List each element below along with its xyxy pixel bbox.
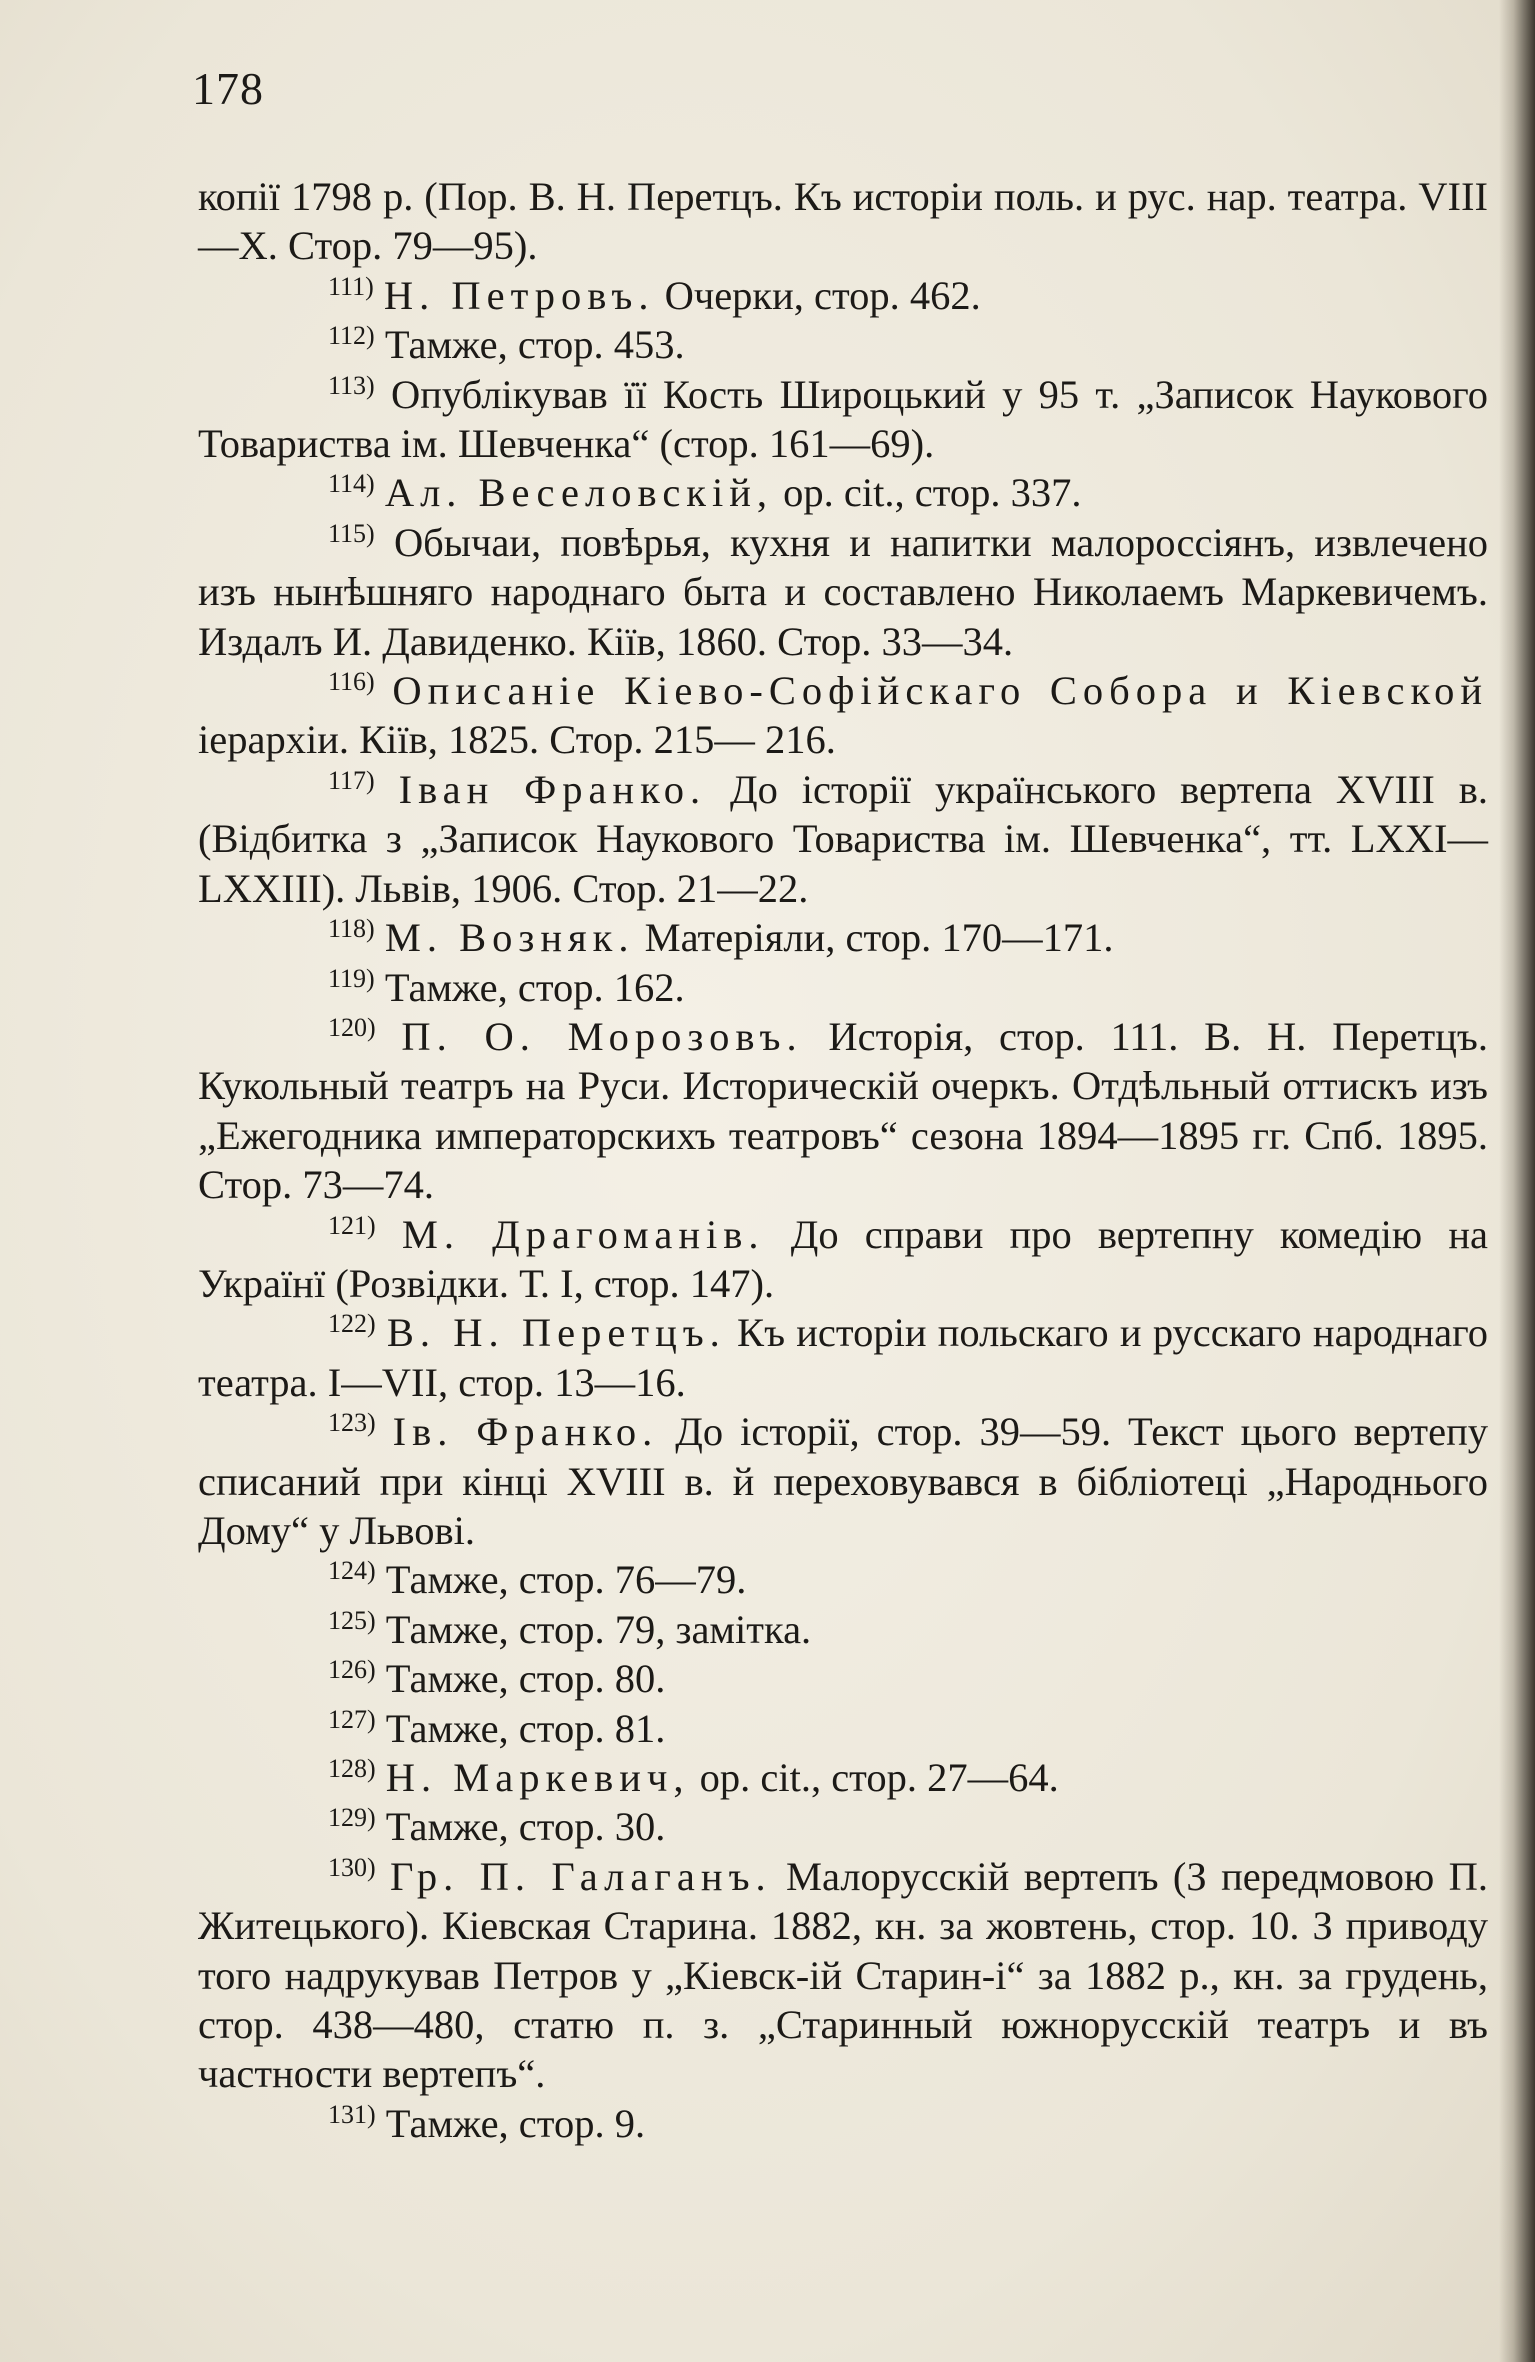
footnote-number: 112) [328, 321, 375, 351]
footnote-text: Тамже, стор. 79, замітка. [385, 1606, 812, 1652]
footnote-text: До історії українського вертепа XVIII в. (Відбитка з „Записок Наукового Товариства ім. Шевченка“, тт. LXXI—LXXIII). Львів, 1906. Стор. 21—22. [198, 766, 1488, 911]
footnote-number: 123) [328, 1408, 376, 1438]
footnote-text: До історії, стор. 39—59. Текст цього вертепу списаний при кінці XVIII в. й переховувався в бібліотеці „Народнього Дому“ у Львові. [198, 1409, 1488, 1553]
footnote-text: ор. cit., стор. 27—64. [689, 1755, 1059, 1800]
footnote-author: Н. Маркевич, [385, 1755, 690, 1800]
footnote-author: М. Возняк. [384, 915, 635, 961]
footnote-author: Описаніе Кіево-Софійскаго Собора и Кіевской [392, 668, 1489, 714]
footnote-author: Ал. Веселовскій, [384, 470, 774, 516]
footnote-author: П. О. Морозовъ. [401, 1013, 803, 1059]
footnote-text: копії 1798 р. (Пор. В. Н. Перетцъ. Къ исторіи поль. и рус. нар. театра. VIII—X. Стор. 79—95). [198, 174, 1488, 269]
footnote-text: Обычаи, повѣрья, кухня и напитки малороссіянъ, извлечено изъ нынѣшняго народнаго быта и составлено Николаемъ Маркевичемъ. Издалъ И. Давиденко. Кіїв, 1860. Стор. 33—34. [198, 519, 1489, 664]
footnote-number: 129) [328, 1803, 376, 1833]
footnote-number: 114) [328, 469, 375, 499]
footnote-number: 118) [328, 914, 375, 944]
footnote-number: 113) [328, 370, 375, 400]
footnote-113 [198, 370, 1488, 469]
footnote-129 [198, 1802, 1488, 1851]
footnote-author: Н. Петровъ. [383, 272, 655, 318]
footnote-number: 115) [328, 518, 375, 548]
footnote-text: Тамже, стор. 30. [385, 1804, 666, 1850]
footnote-text: Тамже, стор. 80. [385, 1656, 666, 1702]
footnote-121 [198, 1210, 1488, 1309]
footnote-text: Тамже, стор. 81. [385, 1705, 666, 1751]
footnote-number: 121) [328, 1210, 376, 1240]
footnote-text: Опублікував її Кость Широцький у 95 т. „Записок Наукового Товариства ім. Шевченка“ (стор. 161—69). [198, 371, 1489, 467]
footnote-author: Іван Франко. [398, 766, 707, 812]
footnote-115 [198, 518, 1488, 666]
footnote-number: 120) [328, 1012, 376, 1042]
footnote-125 [198, 1605, 1488, 1654]
footnote-114 [198, 468, 1488, 517]
footnote-author: Гр. П. Галаганъ. [390, 1853, 772, 1899]
footnote-116 [198, 666, 1488, 765]
footnote-128 [198, 1753, 1488, 1802]
footnote-number: 111) [328, 271, 374, 301]
page-number: 178 [192, 63, 264, 114]
footnote-text: Малорусскій вертепъ (З передмовою П. Житецького). Кіевская Старина. 1882, кн. за жовтень, стор. 10. З приводу того надрукував Петров у „Кіевск-ій Старин-і“ за 1882 р., кн. за грудень, стор. 438—480, статю п. з. „Старинный южнорусскій театръ и въ частности вертепъ“. [198, 1853, 1488, 2097]
footnote-number: 131) [328, 2099, 376, 2129]
footnote-text: Очерки, стор. 462. [654, 272, 981, 318]
footnote-127 [198, 1704, 1488, 1753]
footnote-123 [198, 1407, 1488, 1555]
footnote-number: 125) [328, 1605, 376, 1635]
footnote-continuation [198, 172, 1488, 271]
footnote-text: Тамже, стор. 162. [384, 964, 685, 1010]
footnote-111 [198, 271, 1488, 320]
footnote-126 [198, 1654, 1488, 1703]
footnote-number: 117) [328, 765, 375, 795]
footnote-number: 130) [328, 1852, 376, 1882]
footnote-number: 119) [328, 963, 375, 993]
book-spine-shadow [1499, 0, 1535, 2362]
footnote-number: 127) [328, 1704, 376, 1734]
footnote-112 [198, 320, 1488, 369]
footnote-number: 116) [328, 667, 375, 697]
footnote-text: ор. cit., стор. 337. [773, 470, 1082, 516]
footnote-text: Тамже, стор. 9. [385, 2100, 646, 2146]
footnote-117 [198, 765, 1488, 913]
footnote-text: Матеріяли, стор. 170—171. [634, 915, 1114, 961]
footnote-text: Исторія, стор. 111. В. Н. Перетцъ. Кукольный театръ на Руси. Историческій очеркъ. Отдѣльный оттискъ изъ „Ежегодника императорскихъ театровъ“ сезона 1894—1895 гг. Спб. 1895. Стор. 73—74. [198, 1013, 1488, 1208]
footnote-118 [198, 913, 1488, 962]
footnote-119 [198, 963, 1488, 1012]
footnote-number: 124) [328, 1556, 376, 1586]
footnote-author: М. Драгоманів. [401, 1211, 765, 1257]
footnote-text: іерархіи. Кіїв, 1825. Стор. 215— 216. [198, 717, 836, 763]
footnote-130 [198, 1852, 1488, 2099]
footnote-number: 122) [328, 1309, 376, 1339]
footnote-author: Ів. Франко. [392, 1409, 659, 1455]
footnote-131 [198, 2099, 1488, 2148]
footnote-text: Тамже, стор. 76—79. [385, 1557, 747, 1603]
footnote-number: 128) [328, 1754, 376, 1783]
footnote-text: Къ исторіи польскаго и русскаго народнаго театра. I—VII, стор. 13—16. [198, 1310, 1488, 1405]
footnote-122 [198, 1308, 1488, 1407]
footnote-number: 126) [328, 1655, 376, 1685]
footnote-124 [198, 1555, 1488, 1604]
footnote-120 [198, 1012, 1488, 1210]
footnote-text: До справи про вертепну комедію на Українї (Розвідки. Т. I, стор. 147). [198, 1211, 1488, 1306]
footnote-author: В. Н. Перетцъ. [386, 1310, 726, 1356]
footnote-text: Тамже, стор. 453. [384, 322, 685, 368]
footnotes-block [198, 172, 1488, 2148]
